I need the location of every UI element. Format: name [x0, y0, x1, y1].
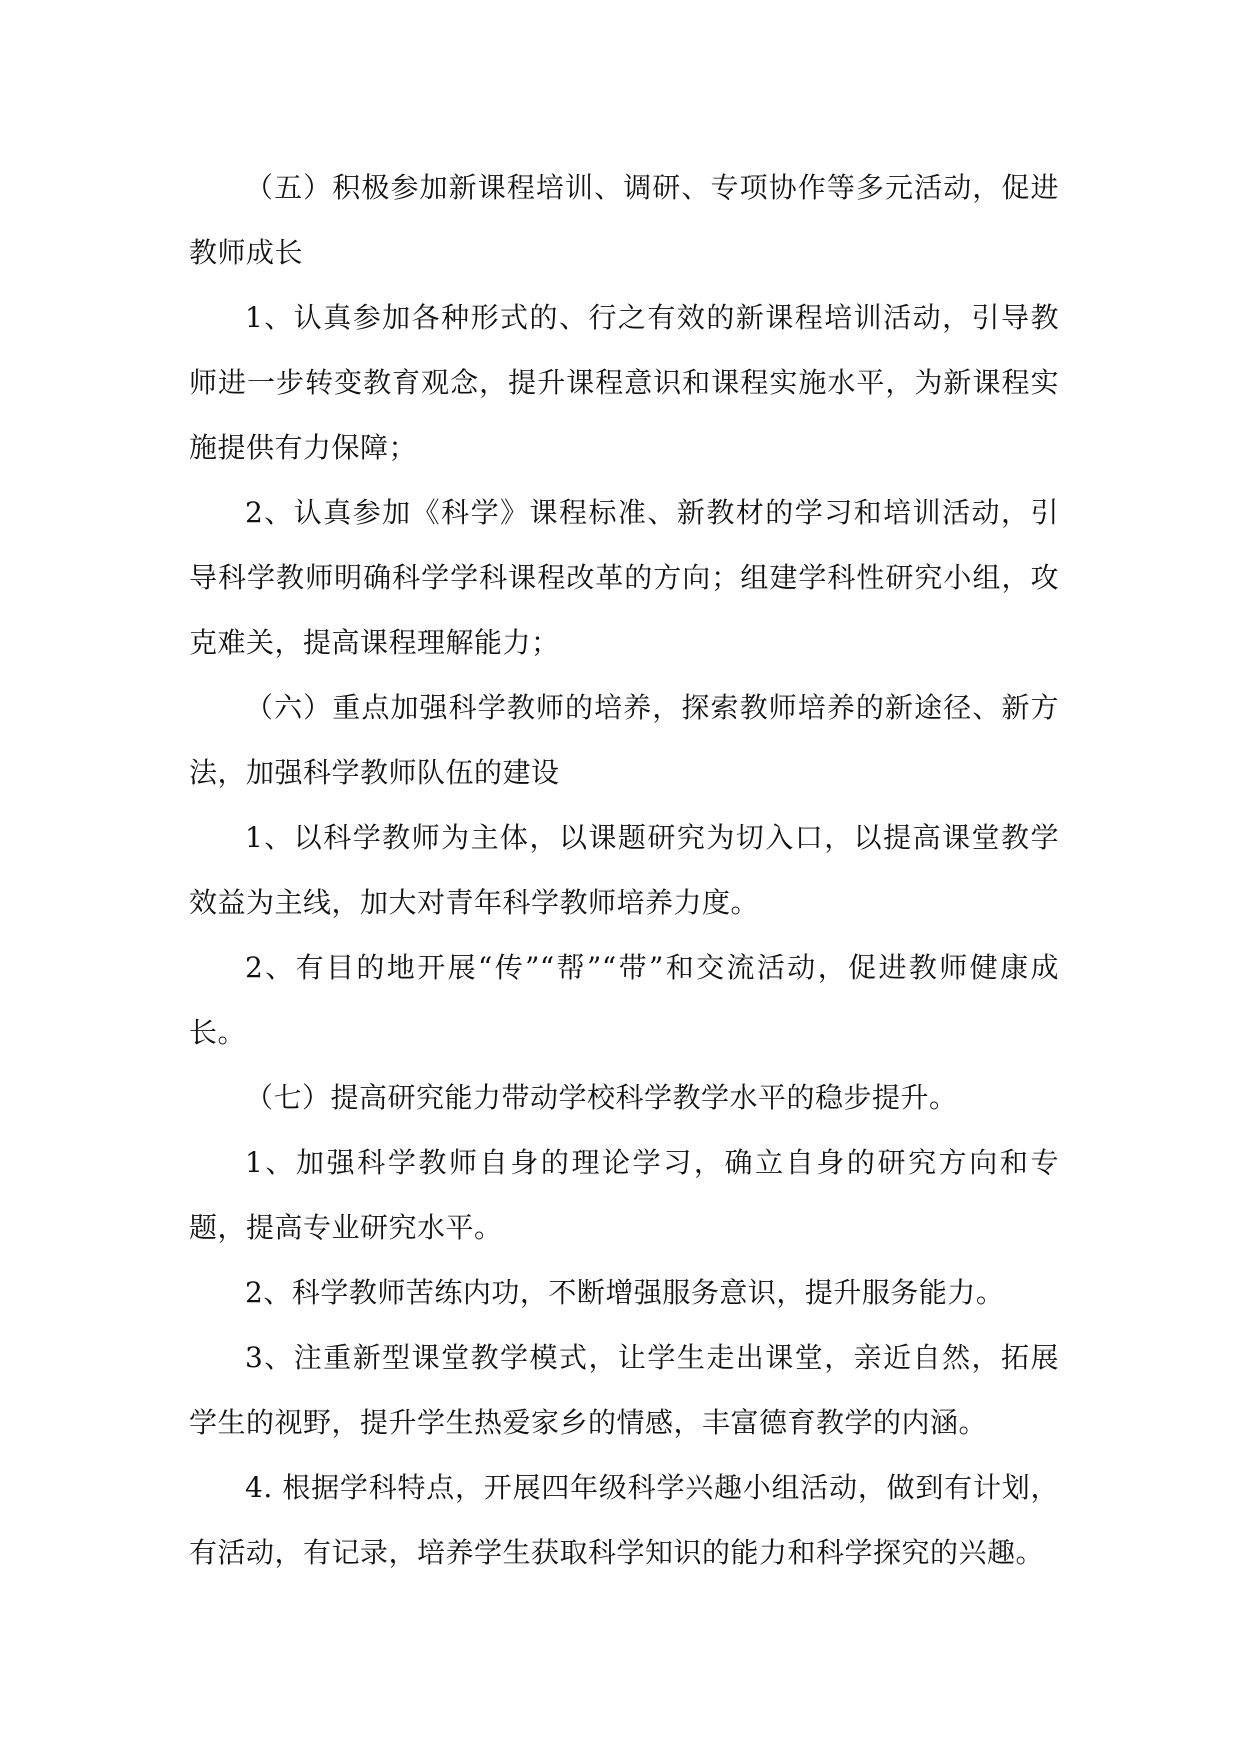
- list-item: 1、加强科学教师自身的理论学习，确立自身的研究方向和专题，提高专业研究水平。: [189, 1146, 1059, 1244]
- list-item: 1、认真参加各种形式的、行之有效的新课程培训活动，引导教师进一步转变教育观念，提升课程意识和课程实施水平，为新课程实施提供有力保障；: [189, 301, 1059, 464]
- list-item: 2、认真参加《科学》课程标准、新教材的学习和培训活动，引导科学教师明确科学学科课程改革的方向；组建学科性研究小组，攻克难关，提高课程理解能力；: [189, 496, 1059, 659]
- section-heading-7: （七）提高研究能力带动学校科学教学水平的稳步提升。: [245, 1081, 958, 1114]
- list-item: 2、科学教师苦练内功，不断增强服务意识，提升服务能力。: [245, 1276, 1005, 1309]
- list-item: 1、以科学教师为主体，以课题研究为切入口，以提高课堂教学效益为主线，加大对青年科学教师培养力度。: [189, 821, 1059, 919]
- list-item: 2、有目的地开展“传”“帮”“带”和交流活动，促进教师健康成长。: [189, 951, 1059, 1049]
- list-item: 4. 根据学科特点，开展四年级科学兴趣小组活动，做到有计划，有活动，有记录，培养学生获取科学知识的能力和科学探究的兴趣。: [189, 1471, 1059, 1569]
- list-item: 3、注重新型课堂教学模式，让学生走出课堂，亲近自然，拓展学生的视野，提升学生热爱家乡的情感，丰富德育教学的内涵。: [189, 1341, 1059, 1439]
- section-heading-5: （五）积极参加新课程培训、调研、专项协作等多元活动，促进教师成长: [189, 171, 1059, 269]
- section-heading-6: （六）重点加强科学教师的培养，探索教师培养的新途径、新方法，加强科学教师队伍的建设: [189, 691, 1059, 789]
- document-body: [189, 155, 1059, 1585]
